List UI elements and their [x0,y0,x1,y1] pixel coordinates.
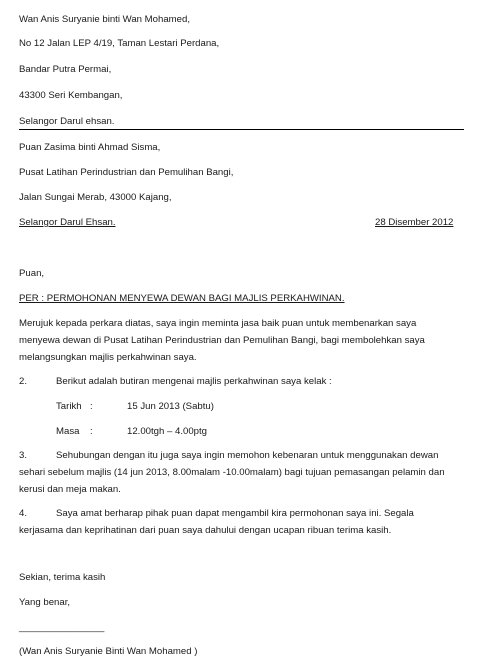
point-3-line-3: kerusi dan meja makan. [19,484,121,495]
sign-off: Yang benar, [19,597,71,608]
recipient-name: Puan Zasima binti Ahmad Sisma, [19,142,161,153]
sender-name: Wan Anis Suryanie binti Wan Mohamed, [19,14,190,25]
sender-address-line-3: 43300 Seri Kembangan, [19,90,123,101]
letter-date: 28 Disember 2012 [375,217,454,228]
recipient-address-line-1: Jalan Sungai Merab, 43000 Kajang, [19,192,172,203]
intro-line-1: Merujuk kepada perkara diatas, saya ingin meminta jasa baik puan untuk membenarkan saya [19,318,417,329]
point-2-number: 2. [19,376,28,387]
sender-address-line-1: No 12 Jalan LEP 4/19, Taman Lestari Perdana, [19,38,220,49]
sender-address-line-4: Selangor Darul ehsan. [19,116,115,127]
recipient-address-line-2: Selangor Darul Ehsan. [19,217,116,228]
signer-name: (Wan Anis Suryanie Binti Wan Mohamed ) [19,646,198,657]
point-4-line-2: kerjasama dan keprihatinan dari puan saya dahului dengan ucapan ribuan terima kasih. [19,525,392,536]
detail-time-value: 12.00tgh – 4.00ptg [127,426,208,437]
closing-thanks: Sekian, terima kasih [19,572,106,583]
detail-date-value: 15 Jun 2013 (Sabtu) [127,401,214,412]
sender-address-line-2: Bandar Putra Permai, [19,64,112,75]
point-4-number: 4. [19,508,28,519]
subject-line: PER : PERMOHONAN MENYEWA DEWAN BAGI MAJLIS PERKAHWINAN. [19,293,345,304]
point-4-line-1: Saya amat berharap pihak puan dapat mengambil kira permohonan saya ini. Segala [56,508,414,519]
header-divider [19,129,464,130]
point-2-text: Berikut adalah butiran mengenai majlis perkahwinan saya kelak : [56,376,332,387]
detail-date-separator: : [90,401,93,412]
detail-date-label: Tarikh [56,401,82,412]
point-3-line-1: Sehubungan dengan itu juga saya ingin memohon kebenaran untuk menggunakan dewan [56,450,439,461]
salutation: Puan, [19,268,45,279]
intro-line-3: melangsungkan majlis perkahwinan saya. [19,352,197,363]
intro-line-2: menyewa dewan di Pusat Latihan Perindustrian dan Pemulihan Bangi, bagi membolehkan saya [19,335,425,346]
signature-line: ________________ [19,622,105,633]
point-3-number: 3. [19,450,28,461]
detail-time-separator: : [90,426,93,437]
detail-time-label: Masa [56,426,80,437]
point-3-line-2: sehari sebelum majlis (14 jun 2013, 8.00malam -10.00malam) bagi tujuan pemasangan pelamin dan [19,467,445,478]
recipient-organisation: Pusat Latihan Perindustrian dan Pemulihan Bangi, [19,167,234,178]
